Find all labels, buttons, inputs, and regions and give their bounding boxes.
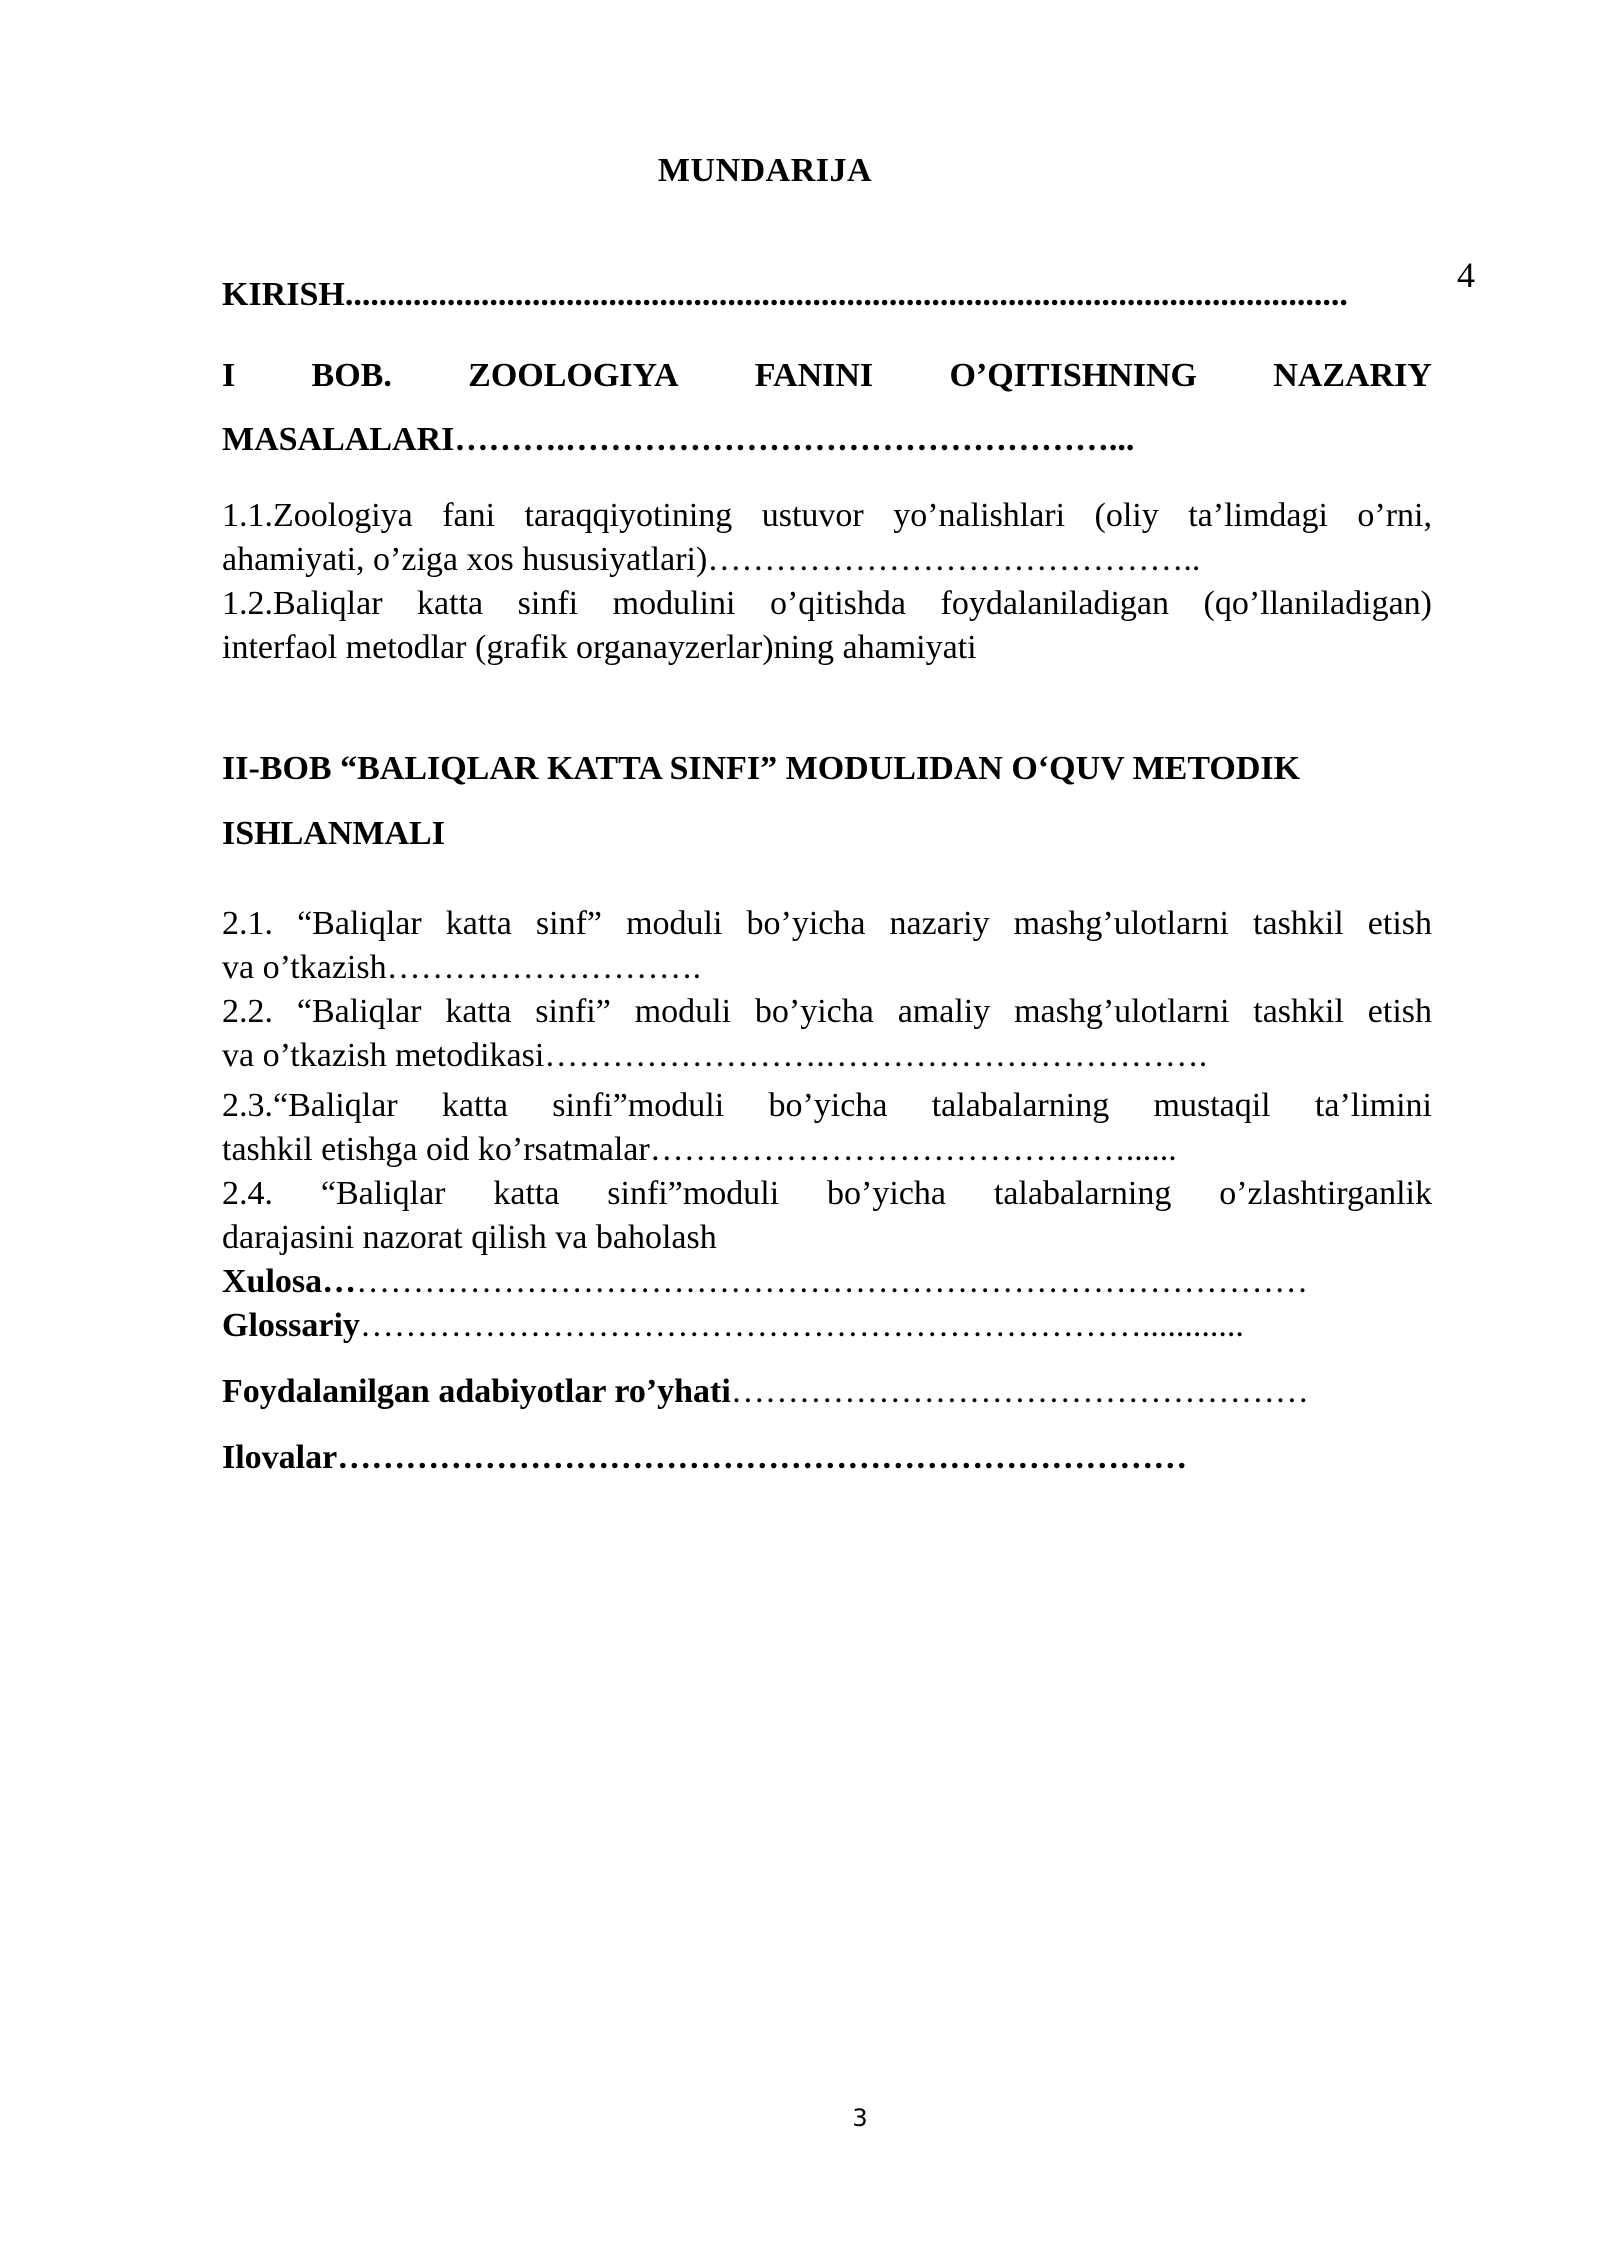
page-number: 3 (852, 2104, 868, 2132)
toc-section-2-3-line1: 2.3.“Baliqlar katta sinfi”moduli bo’yicha talabalarning mustaqil ta’limini (222, 1087, 1432, 1124)
toc-entry-glossariy (222, 1304, 1432, 1348)
toc-entry-ilovalar: Ilovalar………………………………………………………………… (222, 1439, 1188, 1476)
toc-chapter-1-word: ZOOLOGIYA (468, 357, 679, 394)
side-page-number: 4 (1457, 255, 1475, 295)
toc-entry-kirish: KIRISH...................................................................................................................... (222, 276, 1348, 313)
toc-glossariy-dots: ……………………………………………………………............ (359, 1307, 1244, 1344)
toc-chapter-1-word: I (222, 357, 236, 394)
toc-section-2-2-line1: 2.2. “Baliqlar katta sinfi” moduli bo’yicha amaliy mashg’ulotlarni tashkil etish (222, 993, 1432, 1030)
toc-section-1-1-line1: 1.1.Zoologiya fani taraqqiyotining ustuvor yo’nalishlari (oliy ta’limdagi o’rni, (222, 497, 1432, 534)
toc-adabiyotlar-label: Foydalanilgan adabiyotlar ro’yhati (222, 1373, 731, 1410)
toc-section-1-2-line2: interfaol metodlar (grafik organayzerlar)ning ahamiyati (222, 629, 977, 666)
toc-section-2-2-line2: va o’tkazish metodikasi…………………….……………………………. (222, 1037, 1208, 1074)
toc-entry-xulosa (222, 1260, 1432, 1304)
toc-chapter-1-word: O’QITISHNING (949, 357, 1197, 394)
toc-section-1-1-line2: ahamiyati, o’ziga xos hususiyatlari)…………………………………….. (222, 541, 1201, 578)
toc-section-2-1-line1: 2.1. “Baliqlar katta sinf” moduli bo’yicha nazariy mashg’ulotlarni tashkil etish (222, 905, 1432, 942)
page-title: MUNDARIJA (657, 152, 873, 189)
toc-chapter-1-word: BOB. (311, 357, 392, 394)
toc-chapter-2-line1: II-BOB “BALIQLAR KATTA SINFI” MODULIDAN O‘QUV METODIK (222, 750, 1301, 787)
toc-section-1-2-line1: 1.2.Baliqlar katta sinfi modulini o’qitishda foydalaniladigan (qo’llaniladigan) (222, 585, 1432, 622)
toc-xulosa-dots: ………………………………………………………………………… (356, 1263, 1309, 1300)
toc-section-2-1-line2: va o’tkazish………………………. (222, 949, 702, 986)
toc-chapter-1-line1 (222, 354, 1432, 398)
toc-section-2-4-line1: 2.4. “Baliqlar katta sinfi”moduli bo’yicha talabalarning o’zlashtirganlik (222, 1175, 1432, 1212)
toc-chapter-1-word: NAZARIY (1273, 357, 1432, 394)
toc-section-2-4-line2: darajasini nazorat qilish va baholash (222, 1219, 717, 1256)
toc-glossariy-label: Glossariy (222, 1307, 360, 1344)
toc-chapter-2-line2: ISHLANMALI (222, 815, 445, 852)
toc-chapter-1-line2: MASALALARI……….…………………………………………... (222, 421, 1135, 458)
toc-entry-adabiyotlar (222, 1370, 1432, 1414)
toc-xulosa-label: Xulosa… (222, 1263, 357, 1300)
toc-section-2-3-line2: tashkil etishga oid ko’rsatmalar……………………………………...... (222, 1131, 1177, 1168)
toc-adabiyotlar-dots: …………………………………………… (730, 1373, 1309, 1410)
toc-chapter-1-word: FANINI (754, 357, 874, 394)
